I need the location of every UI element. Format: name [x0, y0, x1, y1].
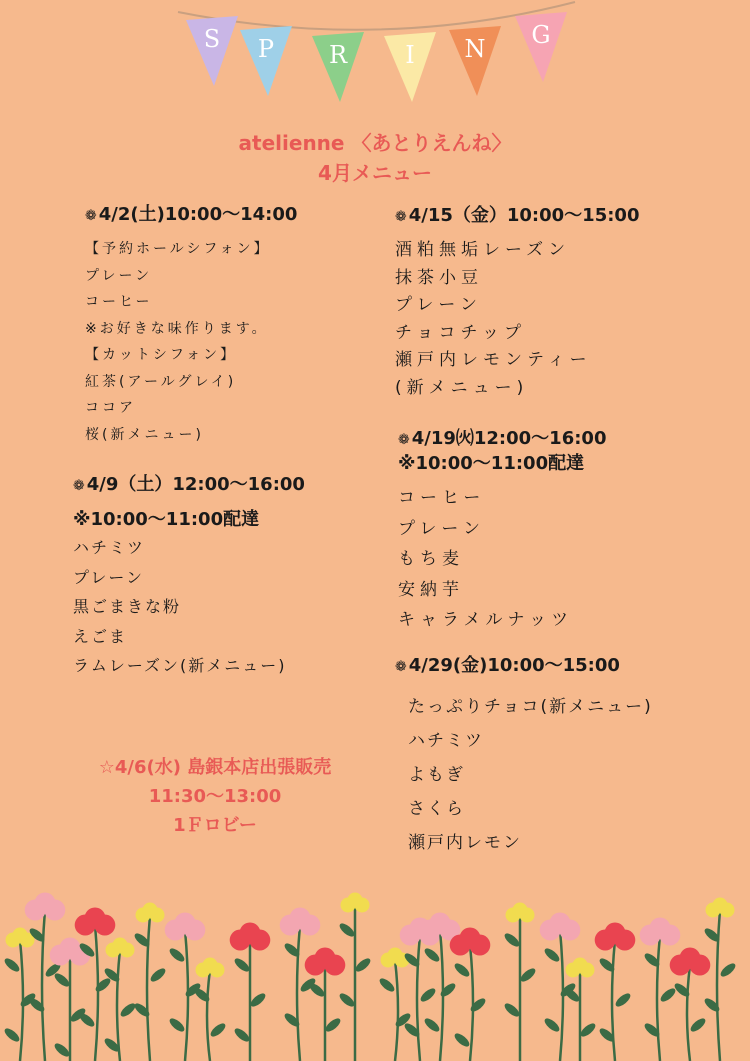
flower-stem [297, 925, 300, 1061]
leaf [614, 991, 633, 1009]
list-item: 安納芋 [398, 579, 464, 600]
flower-stem [612, 940, 615, 1061]
bunting-letter: P [257, 35, 275, 63]
leaf [168, 1016, 187, 1034]
list-item: ココア [85, 400, 136, 416]
menu-title: 4月メニュー [318, 161, 432, 185]
list-item: 紅茶(アールグレイ) [85, 373, 237, 390]
flower-stem [470, 945, 473, 1061]
bunting-letter: S [203, 25, 221, 53]
list-item: 【予約ホールシフォン】 [85, 241, 271, 257]
flower-stem [717, 910, 720, 1061]
section-heading: ❁ 4/2(土)10:00〜14:00 [85, 204, 298, 225]
list-item: コーヒー [85, 294, 153, 310]
bunting-letter: N [464, 35, 486, 63]
spring-bunting [0, 0, 750, 110]
list-item: プレーン [398, 518, 485, 539]
event-location: 1Ｆロビー [173, 815, 257, 836]
bunting-letter: I [405, 41, 415, 69]
leaf [53, 971, 72, 989]
item-list [398, 483, 606, 636]
leaf [503, 1001, 522, 1019]
section-heading: ❁ 4/29(金)10:00〜15:00 [395, 655, 620, 676]
flower-stem [207, 970, 210, 1061]
leaf [419, 986, 438, 1004]
leaf [338, 921, 357, 939]
leaf [423, 946, 442, 964]
leaf [168, 946, 187, 964]
list-item: 抹茶小豆 [395, 267, 483, 288]
leaf [233, 956, 252, 974]
flower-stem [687, 965, 690, 1061]
list-item: たっぷりチョコ(新メニュー) [408, 697, 653, 717]
list-item: 桜(新メニュー) [85, 426, 204, 443]
list-item: ラムレーズン(新メニュー) [73, 656, 287, 675]
section-heading: ❁ 4/9（土）12:00〜16:00 [73, 474, 305, 495]
list-item: 瀬戸内レモンティー [395, 350, 592, 370]
event-time: 11:30〜13:00 [148, 786, 282, 807]
list-item: ハチミツ [408, 731, 484, 751]
leaf [703, 996, 722, 1014]
section-apr2 [85, 203, 297, 448]
leaf [354, 956, 373, 974]
list-item: 酒粕無垢レーズン [395, 240, 571, 260]
section-heading: ❁ 4/15（金）10:00〜15:00 [395, 205, 640, 226]
delivery-note: ※10:00〜11:00配達 [398, 453, 585, 474]
flower-bullet-icon: ❁ [398, 432, 410, 448]
bunting-string [178, 2, 575, 30]
list-item: プレーン [73, 567, 145, 587]
shop-name: atelienne 〈あとりえんね〉 [238, 131, 512, 155]
list-item: もち麦 [398, 549, 464, 569]
item-list [73, 533, 305, 681]
leaf [378, 976, 397, 994]
leaf [249, 991, 268, 1009]
delivery-note: ※10:00〜11:00配達 [73, 509, 260, 530]
list-item: 瀬戸内レモン [408, 833, 522, 853]
list-item: チョコチップ [395, 322, 526, 343]
flower-stem [42, 910, 45, 1061]
flower-border [0, 880, 750, 1061]
leaf [53, 1041, 72, 1059]
flower-stem [147, 915, 150, 1061]
leaf [3, 956, 22, 974]
leaf [119, 1001, 138, 1019]
leaf [209, 1021, 228, 1039]
leaf [233, 1026, 252, 1044]
leaf [689, 1016, 708, 1034]
leaf [543, 1016, 562, 1034]
item-list [85, 236, 297, 448]
leaf [719, 961, 738, 979]
list-item: 【カットシフォン】 [85, 347, 238, 363]
flower-stem [395, 960, 398, 1061]
list-item: コーヒー [398, 488, 486, 508]
section-apr29 [395, 654, 653, 860]
bunting-letter: G [531, 21, 551, 49]
leaf [543, 946, 562, 964]
leaf [579, 1021, 598, 1039]
flower-stem [417, 935, 420, 1061]
leaf [453, 1031, 472, 1049]
list-item: ※お好きな味作ります。 [85, 320, 269, 337]
section-apr19 [398, 427, 606, 636]
item-list [395, 690, 653, 860]
flower-bullet-icon: ❁ [395, 659, 407, 675]
list-item: キャラメルナッツ [398, 610, 574, 630]
leaf [439, 981, 458, 999]
leaf [659, 986, 678, 1004]
leaf [519, 966, 538, 984]
leaf [149, 966, 168, 984]
list-item: プレーン [85, 267, 153, 284]
menu-header [0, 128, 750, 188]
list-item: よもぎ [408, 765, 465, 785]
list-item: さくら [408, 799, 465, 819]
section-apr9 [73, 473, 305, 681]
section-apr15 [395, 204, 639, 402]
list-item: (新メニュー) [395, 377, 529, 398]
flower-bullet-icon: ❁ [85, 208, 97, 224]
item-list [395, 237, 639, 402]
section-heading: ❁ 4/19㈫12:00〜16:00 [398, 428, 607, 449]
event-title: ☆4/6(水) 島銀本店出張販売 [98, 757, 332, 778]
leaf [3, 1026, 22, 1044]
leaf [94, 976, 113, 994]
leaf [503, 931, 522, 949]
list-item: えごま [73, 626, 128, 646]
leaf [453, 961, 472, 979]
leaf [338, 991, 357, 1009]
leaf [423, 1016, 442, 1034]
list-item: 黒ごまきな粉 [73, 597, 182, 616]
pop-up-sale-notice [40, 753, 390, 840]
flower-bullet-icon: ❁ [73, 478, 85, 494]
list-item: プレーン [395, 295, 482, 315]
leaf [469, 996, 488, 1014]
leaf [324, 1016, 343, 1034]
list-item: ハチミツ [73, 538, 146, 557]
flower-stem [117, 950, 120, 1061]
flower-stem [95, 925, 98, 1061]
flower-stem [657, 935, 660, 1061]
bunting-letter: R [328, 41, 348, 69]
flower-bullet-icon: ❁ [395, 209, 407, 225]
